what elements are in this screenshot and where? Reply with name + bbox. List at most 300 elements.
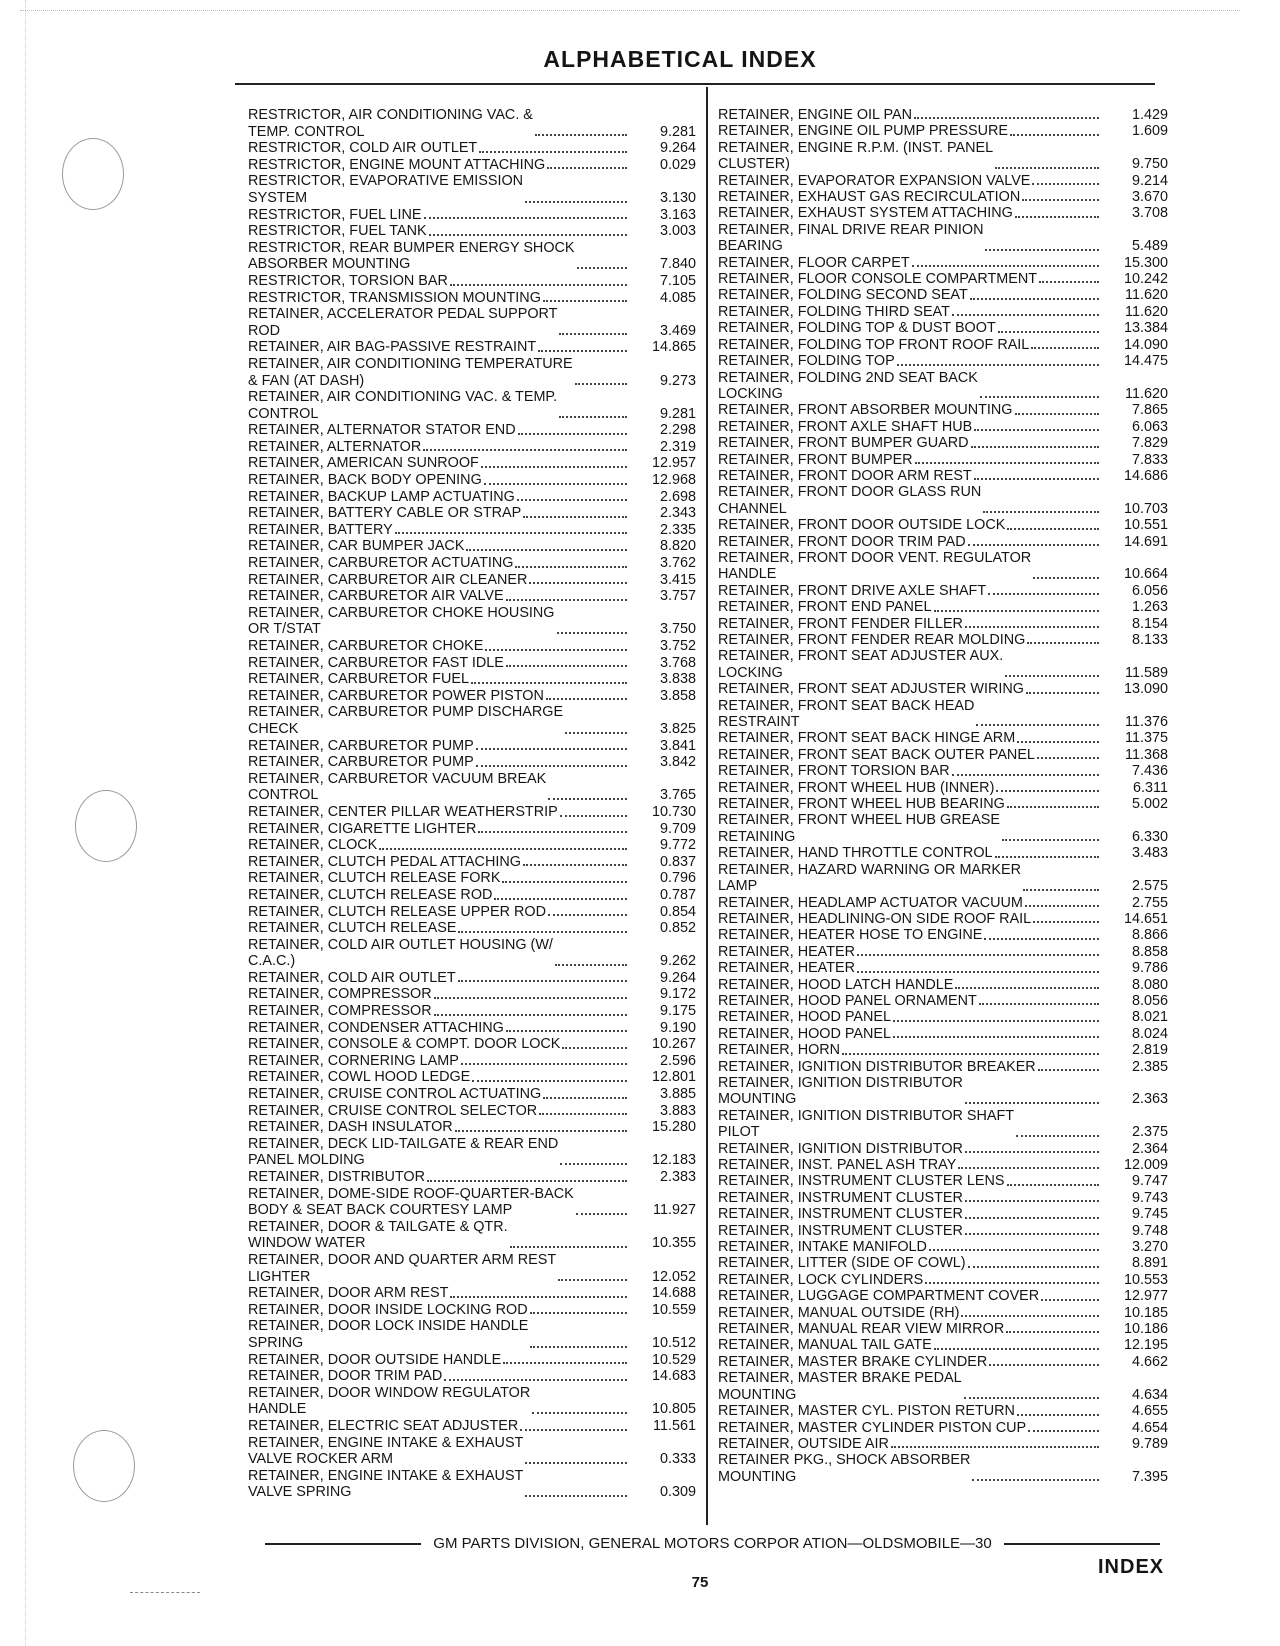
dot-leader	[510, 1246, 627, 1248]
index-entry	[248, 1318, 696, 1351]
entry-page-ref: 9.214	[1131, 172, 1168, 189]
dot-leader	[517, 499, 627, 501]
entry-page-ref: 4.654	[1131, 1419, 1168, 1436]
entry-text: RETAINER, BATTERY	[248, 521, 393, 538]
entry-text: RETAINER, FRONT WHEEL HUB (INNER)	[718, 779, 995, 796]
entry-text: RETAINER, CARBURETOR FAST IDLE	[248, 654, 504, 671]
entry-page-ref: 11.375	[1125, 730, 1168, 747]
entry-page-ref: 10.664	[1123, 566, 1168, 583]
entry-page-ref: 8.891	[1131, 1255, 1168, 1272]
entry-page-ref: 9.748	[1131, 1222, 1168, 1239]
index-entry	[718, 255, 1168, 271]
index-entry	[248, 1069, 696, 1086]
dot-leader	[1017, 1414, 1099, 1416]
entry-text: RETAINER, FRONT BUMPER	[718, 451, 913, 468]
index-entry	[718, 435, 1168, 451]
entry-page-ref: 2.343	[659, 505, 696, 522]
dot-leader	[1031, 347, 1099, 349]
entry-page-ref: 10.512	[651, 1334, 696, 1351]
entry-text: RESTRICTOR, EVAPORATIVE EMISSION SYSTEM	[248, 173, 524, 206]
entry-text: RETAINER, FRONT DOOR OUTSIDE LOCK	[718, 517, 1006, 534]
index-entry	[248, 920, 696, 937]
dot-leader	[538, 350, 627, 352]
dot-leader	[965, 626, 1099, 628]
section-label: INDEX	[1098, 1556, 1165, 1578]
dot-leader	[560, 1163, 627, 1165]
index-entry	[718, 911, 1168, 927]
entry-page-ref: 12.977	[1123, 1288, 1168, 1305]
dot-leader	[893, 1020, 1099, 1022]
entry-text: RETAINER, HEATER	[718, 943, 855, 960]
index-entry	[718, 1239, 1168, 1255]
index-entry	[718, 173, 1168, 189]
dot-leader	[575, 383, 627, 385]
index-entry	[248, 223, 696, 240]
index-entry	[718, 320, 1168, 336]
index-entry	[718, 632, 1168, 648]
dot-leader	[444, 1379, 627, 1381]
entry-page-ref: 4.085	[659, 289, 696, 306]
dot-leader	[455, 1130, 627, 1132]
index-entry	[248, 240, 696, 273]
index-entry	[718, 1337, 1168, 1353]
index-entry	[718, 1009, 1168, 1025]
dot-leader	[458, 931, 627, 933]
index-entry	[248, 339, 696, 356]
dot-leader	[532, 1412, 627, 1414]
entry-page-ref: 7.105	[659, 272, 696, 289]
entry-page-ref: 9.264	[659, 969, 696, 986]
entry-page-ref: 11.368	[1125, 746, 1168, 763]
dot-leader	[1006, 1331, 1099, 1333]
entry-page-ref: 3.752	[659, 638, 696, 654]
index-entry	[718, 796, 1168, 812]
entry-page-ref: 9.789	[1131, 1435, 1168, 1452]
entry-text: RETAINER, LUGGAGE COMPARTMENT COVER	[718, 1288, 1040, 1305]
entry-text: RETAINER, FRONT ABSORBER MOUNTING	[718, 402, 1013, 419]
index-entry	[248, 389, 696, 422]
entry-page-ref: 9.281	[659, 123, 696, 140]
dot-leader	[485, 649, 627, 651]
entry-page-ref: 2.819	[1131, 1042, 1168, 1059]
entry-page-ref: 0.309	[659, 1484, 696, 1501]
entry-text: RESTRICTOR, REAR BUMPER ENERGY SHOCK ABSORBER MOUNTING	[248, 239, 575, 273]
dot-leader	[424, 217, 627, 219]
dot-leader	[842, 1053, 1099, 1055]
dot-leader	[484, 483, 627, 485]
dot-leader	[952, 314, 1099, 316]
index-entry	[248, 1219, 696, 1252]
index-entry	[248, 157, 696, 174]
dot-leader	[1007, 528, 1099, 530]
index-entry	[718, 337, 1168, 353]
entry-text: RETAINER, INTAKE MANIFOLD	[718, 1239, 927, 1256]
entry-text: RETAINER, CARBURETOR CHOKE HOUSING OR T/STAT	[248, 604, 555, 638]
dot-leader	[379, 848, 627, 850]
entry-page-ref: 12.009	[1123, 1157, 1168, 1173]
entry-page-ref: 8.133	[1131, 632, 1168, 648]
index-entry	[718, 1026, 1168, 1042]
entry-page-ref: 12.957	[651, 455, 696, 472]
entry-text: RETAINER, COLD AIR OUTLET	[248, 969, 456, 986]
index-entry	[718, 1059, 1168, 1075]
index-entry	[248, 754, 696, 771]
dot-leader	[506, 1030, 627, 1032]
dot-leader	[476, 748, 627, 750]
dot-leader	[535, 134, 627, 136]
dot-leader	[965, 1200, 1099, 1202]
dot-leader	[985, 249, 1099, 251]
entry-text: RETAINER, FOLDING 2ND SEAT BACK LOCKING	[718, 369, 978, 402]
dot-leader	[1038, 1069, 1099, 1071]
entry-page-ref: 5.002	[1131, 796, 1168, 813]
index-entry	[248, 1418, 696, 1435]
entry-text: RETAINER, CARBURETOR PUMP	[248, 737, 474, 754]
dot-leader	[965, 1233, 1099, 1235]
entry-page-ref: 11.561	[653, 1417, 696, 1434]
entry-page-ref: 0.837	[659, 853, 696, 870]
entry-page-ref: 3.130	[659, 189, 696, 206]
index-entry	[718, 780, 1168, 796]
dot-leader	[915, 462, 1099, 464]
entry-text: RETAINER, CLUTCH RELEASE ROD	[248, 886, 493, 903]
entry-page-ref: 11.620	[1125, 303, 1168, 320]
entry-page-ref: 11.620	[1125, 287, 1168, 304]
dot-leader	[1017, 741, 1099, 743]
index-entry	[718, 845, 1168, 861]
entry-text: RETAINER, FRONT DOOR VENT. REGULATOR HANDLE	[718, 549, 1032, 583]
entry-page-ref: 14.651	[1123, 910, 1168, 927]
index-entry	[718, 1305, 1168, 1321]
entry-text: RETAINER, CARBURETOR POWER PISTON	[248, 687, 544, 704]
entry-page-ref: 3.842	[659, 754, 696, 771]
index-entry	[718, 1272, 1168, 1288]
entry-page-ref: 3.883	[659, 1102, 696, 1119]
index-entry	[248, 986, 696, 1003]
entry-page-ref: 9.273	[659, 372, 696, 389]
dot-leader	[857, 954, 1099, 956]
dot-leader	[964, 1397, 1099, 1399]
dot-leader	[450, 1296, 627, 1298]
entry-page-ref: 3.838	[659, 671, 696, 688]
dot-leader	[1015, 216, 1099, 218]
entry-text: RETAINER, INSTRUMENT CLUSTER	[718, 1222, 963, 1239]
entry-page-ref: 14.090	[1123, 336, 1168, 353]
dot-leader	[525, 1462, 627, 1464]
entry-text: RETAINER, CLUTCH RELEASE	[248, 920, 457, 937]
index-entry	[718, 944, 1168, 960]
index-entry	[718, 107, 1168, 123]
index-entry	[718, 895, 1168, 911]
dot-leader	[1041, 1299, 1099, 1301]
entry-page-ref: 3.670	[1131, 189, 1168, 206]
dot-leader	[565, 732, 627, 734]
dot-leader	[450, 284, 627, 286]
entry-page-ref: 2.755	[1131, 894, 1168, 911]
entry-page-ref: 2.335	[659, 521, 696, 538]
entry-text: RETAINER, FRONT SEAT BACK HINGE ARM	[718, 730, 1016, 747]
entry-text: RETAINER, FRONT DOOR GLASS RUN CHANNEL	[718, 484, 982, 517]
entry-page-ref: 9.786	[1131, 960, 1168, 977]
entry-page-ref: 12.968	[651, 472, 696, 489]
index-entry	[248, 704, 696, 737]
dot-leader	[525, 1495, 627, 1497]
index-entry	[718, 1141, 1168, 1157]
entry-page-ref: 14.683	[651, 1368, 696, 1385]
dot-leader	[461, 1063, 627, 1065]
entry-text: RETAINER, EVAPORATOR EXPANSION VALVE	[718, 172, 1031, 189]
dot-leader	[995, 856, 1099, 858]
index-entry	[718, 222, 1168, 255]
entry-page-ref: 3.483	[1131, 845, 1168, 862]
right-index-column	[718, 107, 1168, 1485]
dot-leader	[558, 1279, 627, 1281]
entry-page-ref: 6.330	[1131, 828, 1168, 845]
dot-leader	[965, 1102, 1099, 1104]
entry-page-ref: 10.730	[651, 803, 696, 820]
index-entry	[248, 937, 696, 970]
dot-leader	[955, 987, 1099, 989]
index-entry	[248, 489, 696, 506]
entry-text: RETAINER, CARBURETOR VACUUM BREAK CONTROL	[248, 770, 547, 804]
dot-leader	[576, 1213, 627, 1215]
entry-page-ref: 3.858	[659, 687, 696, 704]
entry-page-ref: 0.029	[659, 156, 696, 173]
entry-text: RETAINER, INSTRUMENT CLUSTER	[718, 1206, 963, 1223]
dot-leader	[481, 466, 627, 468]
entry-page-ref: 3.003	[659, 223, 696, 240]
entry-page-ref: 12.183	[651, 1152, 696, 1169]
entry-page-ref: 10.703	[1123, 500, 1168, 517]
title-rule	[235, 83, 1155, 85]
index-entry	[718, 681, 1168, 697]
entry-text: RETAINER, INST. PANEL ASH TRAY	[718, 1157, 957, 1173]
entry-text: RETAINER, HAND THROTTLE CONTROL	[718, 845, 993, 862]
dot-leader	[557, 632, 627, 634]
dot-leader	[471, 682, 627, 684]
entry-text: RETAINER, FOLDING THIRD SEAT	[718, 303, 950, 320]
dot-leader	[466, 549, 627, 551]
entry-text: RETAINER, DOME-SIDE ROOF-QUARTER-BACK BODY & SEAT BACK COURTESY LAMP	[248, 1185, 574, 1219]
page-number: 75	[691, 1574, 709, 1591]
entry-page-ref: 15.300	[1123, 254, 1168, 271]
entry-text: RETAINER, MASTER CYLINDER PISTON CUP	[718, 1419, 1027, 1436]
index-entry	[718, 550, 1168, 583]
index-entry	[718, 1403, 1168, 1419]
entry-text: RETAINER, BATTERY CABLE OR STRAP	[248, 505, 522, 522]
dot-leader	[983, 511, 1099, 513]
dot-leader	[577, 267, 627, 269]
entry-text: RETAINER, DOOR ARM REST	[248, 1285, 449, 1302]
entry-text: RETAINER, ALTERNATOR STATOR END	[248, 422, 516, 439]
dot-leader	[1007, 806, 1099, 808]
index-entry	[248, 455, 696, 472]
entry-page-ref: 8.154	[1131, 615, 1168, 632]
entry-page-ref: 3.270	[1131, 1239, 1168, 1256]
index-entry	[718, 1354, 1168, 1370]
index-entry	[248, 522, 696, 539]
dot-leader	[1023, 889, 1099, 891]
entry-text: RETAINER, FRONT WHEEL HUB GREASE RETAINING	[718, 812, 1000, 845]
entry-page-ref: 3.825	[659, 720, 696, 737]
entry-text: RETAINER, HEATER	[718, 960, 855, 977]
index-entry	[248, 970, 696, 987]
entry-page-ref: 10.529	[651, 1351, 696, 1368]
entry-text: RETAINER, DOOR WINDOW REGULATOR HANDLE	[248, 1384, 531, 1418]
entry-text: RETAINER, COWL HOOD LEDGE	[248, 1069, 471, 1086]
dot-leader	[1005, 675, 1099, 677]
footer	[265, 1535, 1160, 1552]
entry-page-ref: 12.195	[1123, 1337, 1168, 1354]
entry-page-ref: 10.559	[651, 1301, 696, 1318]
dot-leader	[520, 1429, 627, 1431]
entry-page-ref: 9.262	[659, 953, 696, 970]
entry-text: RETAINER, FRONT SEAT BACK OUTER PANEL	[718, 746, 1035, 763]
entry-text: RETAINER, FOLDING SECOND SEAT	[718, 287, 968, 304]
entry-text: RETAINER, HEADLAMP ACTUATOR VACUUM	[718, 894, 1023, 911]
entry-page-ref: 0.854	[659, 903, 696, 920]
entry-page-ref: 9.772	[659, 837, 696, 854]
dot-leader	[1027, 642, 1099, 644]
dot-leader	[546, 698, 627, 700]
entry-text: RETAINER, DOOR TRIM PAD	[248, 1368, 443, 1385]
entry-page-ref: 7.436	[1131, 763, 1168, 780]
entry-page-ref: 12.052	[651, 1268, 696, 1285]
index-entry	[718, 763, 1168, 779]
dot-leader	[478, 831, 627, 833]
dot-leader	[1032, 183, 1099, 185]
dot-leader	[503, 1362, 627, 1364]
entry-text: RETAINER, HOOD PANEL	[718, 1025, 891, 1042]
left-index-column	[248, 107, 696, 1501]
scan-mark	[130, 1592, 200, 1593]
dot-leader	[891, 1446, 1099, 1448]
index-entry	[718, 1436, 1168, 1452]
entry-text: RETAINER, INSTRUMENT CLUSTER LENS	[718, 1173, 1005, 1190]
index-entry	[718, 271, 1168, 287]
dot-leader	[562, 1047, 627, 1049]
entry-text: RETAINER, ENGINE INTAKE & EXHAUST VALVE ROCKER ARM	[248, 1434, 524, 1468]
dot-leader	[1002, 839, 1099, 841]
dot-leader	[506, 599, 627, 601]
dot-leader	[548, 798, 627, 800]
entry-page-ref: 2.363	[1131, 1091, 1168, 1108]
index-entry	[248, 854, 696, 871]
dot-leader	[893, 1036, 1099, 1038]
entry-page-ref: 9.747	[1131, 1173, 1168, 1190]
dot-leader	[479, 151, 627, 153]
entry-text: RETAINER, HEATER HOSE TO ENGINE	[718, 927, 983, 944]
entry-page-ref: 9.264	[659, 140, 696, 157]
index-entry	[718, 1452, 1168, 1485]
dot-leader	[472, 1080, 627, 1082]
entry-page-ref: 3.762	[659, 555, 696, 572]
entry-page-ref: 3.768	[659, 654, 696, 671]
entry-text: RETAINER, CLUTCH RELEASE UPPER ROD	[248, 903, 546, 920]
index-entry	[718, 1042, 1168, 1058]
entry-page-ref: 8.080	[1131, 976, 1168, 993]
scan-left-edge	[25, 0, 26, 1646]
entry-text: RETAINER, CARBURETOR PUMP DISCHARGE CHECK	[248, 704, 564, 737]
index-entry	[248, 605, 696, 638]
index-entry	[718, 1206, 1168, 1222]
entry-text: RETAINER, CRUISE CONTROL SELECTOR	[248, 1102, 538, 1119]
dot-leader	[912, 265, 1099, 267]
entry-page-ref: 10.186	[1123, 1321, 1168, 1338]
index-entry	[248, 1020, 696, 1037]
footer-text: GM PARTS DIVISION, GENERAL MOTORS CORPOR ATION—OLDSMOBILE—30	[433, 1535, 992, 1552]
entry-text: RETAINER, FLOOR CONSOLE COMPARTMENT	[718, 271, 1038, 288]
entry-page-ref: 8.021	[1131, 1009, 1168, 1026]
entry-page-ref: 1.609	[1131, 123, 1168, 140]
index-entry	[718, 812, 1168, 845]
entry-page-ref: 7.829	[1131, 435, 1168, 452]
entry-page-ref: 11.927	[653, 1202, 696, 1219]
dot-leader	[980, 396, 1099, 398]
entry-text: RETAINER, IGNITION DISTRIBUTOR MOUNTING	[718, 1074, 963, 1108]
index-entry	[718, 1190, 1168, 1206]
index-entry	[718, 599, 1168, 615]
entry-text: RETAINER, COMPRESSOR	[248, 986, 432, 1003]
entry-text: RETAINER, IGNITION DISTRIBUTOR SHAFT PILOT	[718, 1107, 1015, 1141]
entry-text: RETAINER, EXHAUST SYSTEM ATTACHING	[718, 205, 1013, 222]
index-entry	[248, 1169, 696, 1186]
dot-leader	[979, 1003, 1099, 1005]
dot-leader	[897, 364, 1099, 366]
index-entry	[248, 439, 696, 456]
entry-page-ref: 9.745	[1131, 1206, 1168, 1223]
index-entry	[718, 1288, 1168, 1304]
entry-text: RETAINER, CONDENSER ATTACHING	[248, 1019, 504, 1036]
index-entry	[248, 472, 696, 489]
dot-leader	[1033, 577, 1099, 579]
index-entry	[718, 862, 1168, 895]
dot-leader	[995, 167, 1099, 169]
entry-page-ref: 0.787	[659, 886, 696, 903]
index-entry	[718, 747, 1168, 763]
entry-page-ref: 8.866	[1131, 927, 1168, 944]
dot-leader	[529, 582, 627, 584]
entry-page-ref: 0.796	[659, 870, 696, 887]
dot-leader	[989, 1364, 1099, 1366]
entry-text: RETAINER, DOOR LOCK INSIDE HANDLE SPRING	[248, 1318, 529, 1351]
entry-text: RESTRICTOR, FUEL LINE	[248, 206, 422, 223]
dot-leader	[559, 416, 627, 418]
index-entry	[248, 422, 696, 439]
index-entry	[718, 927, 1168, 943]
entry-text: RETAINER, DASH INSULATOR	[248, 1119, 453, 1136]
index-entry	[718, 960, 1168, 976]
entry-page-ref: 2.385	[1131, 1058, 1168, 1075]
dot-leader	[458, 980, 627, 982]
entry-page-ref: 2.319	[659, 438, 696, 455]
index-entry	[248, 306, 696, 339]
dot-leader	[1037, 757, 1099, 759]
index-entry	[718, 1255, 1168, 1271]
dot-leader	[539, 1113, 627, 1115]
page-title: ALPHABETICAL INDEX	[543, 46, 817, 72]
entry-page-ref: 2.298	[659, 422, 696, 439]
entry-page-ref: 7.395	[1131, 1468, 1168, 1485]
entry-page-ref: 13.384	[1123, 320, 1168, 337]
index-entry	[718, 353, 1168, 369]
entry-page-ref: 2.575	[1131, 878, 1168, 895]
index-entry	[718, 1108, 1168, 1141]
index-entry	[718, 698, 1168, 731]
entry-page-ref: 15.280	[651, 1119, 696, 1136]
dot-leader	[423, 449, 627, 451]
punch-hole-icon	[75, 790, 137, 862]
